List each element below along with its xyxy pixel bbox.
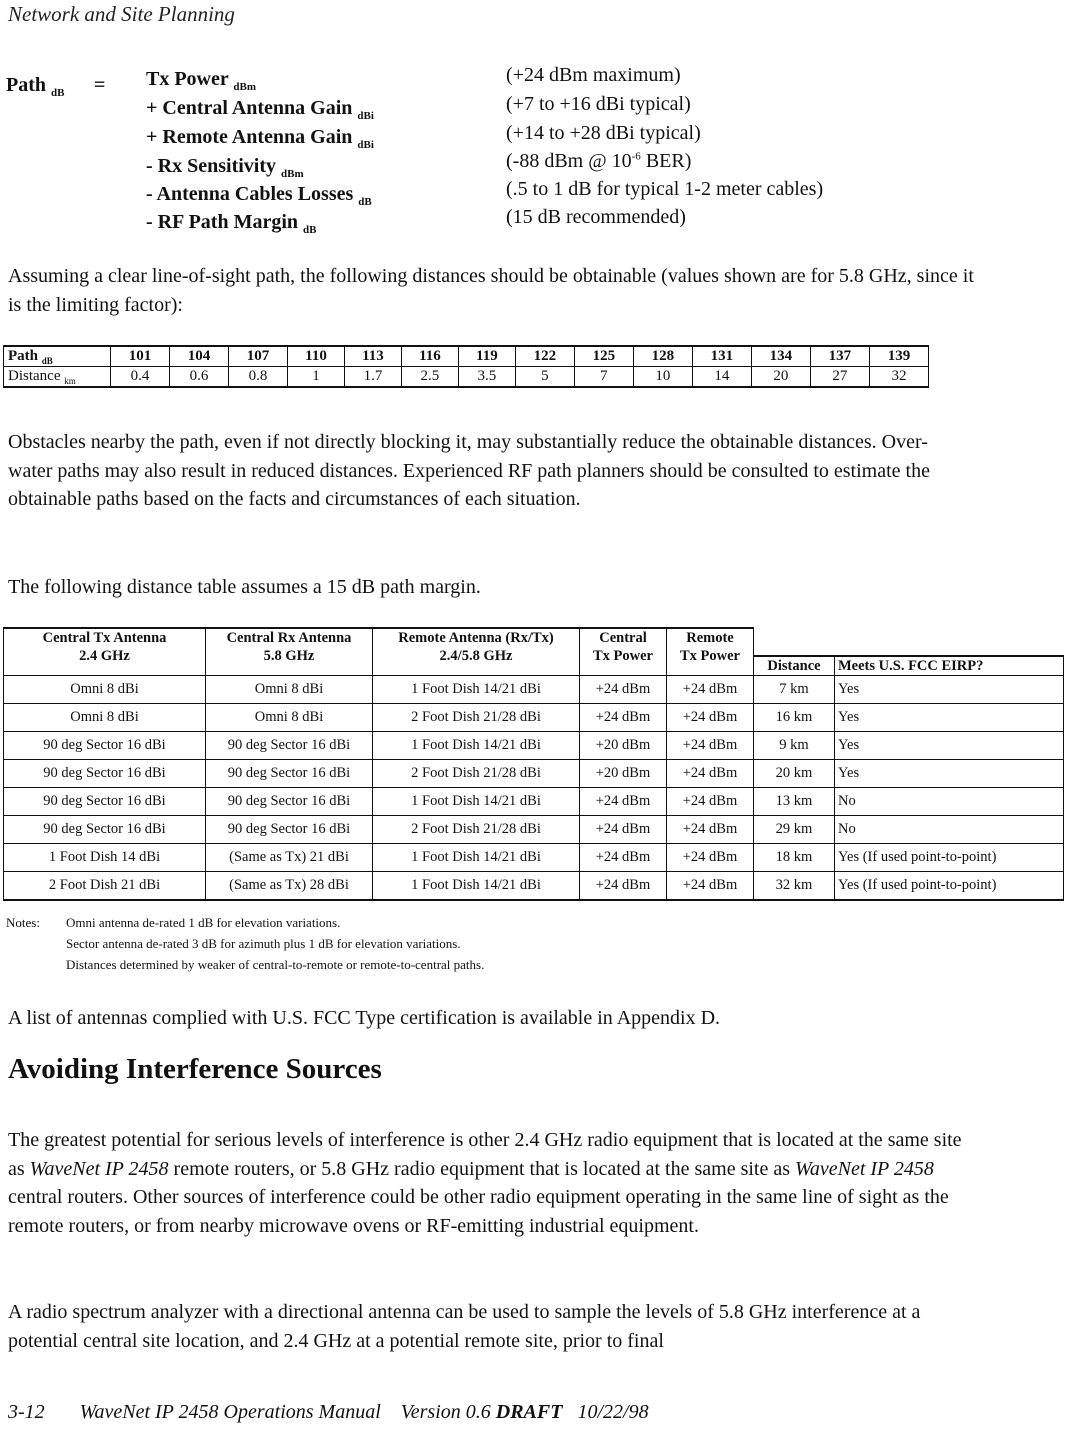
col-distance: Distance <box>754 656 835 676</box>
table-row <box>4 760 1064 788</box>
table-cell: Omni 8 dBi <box>4 676 206 704</box>
equation-term: - Rx Sensitivity $_{dBm}$ <box>146 155 304 180</box>
equation-note: (15 dB recommended) <box>506 206 686 228</box>
table-cell: Yes (If used point-to-point) <box>835 844 1064 872</box>
path-distance-table <box>3 345 929 388</box>
table-cell: No <box>835 816 1064 844</box>
distance-value-cell: 0.4 <box>111 367 170 388</box>
col-remote-tx-power: Remote Tx Power <box>667 628 754 676</box>
distance-row-label: Distance $_{km}$ <box>4 367 111 388</box>
table-cell: Yes <box>835 676 1064 704</box>
table-cell: 90 deg Sector 16 dBi <box>206 760 373 788</box>
table-cell: Omni 8 dBi <box>206 704 373 732</box>
distance-value-cell: 10 <box>633 367 692 388</box>
table-cell: +20 dBm <box>580 760 667 788</box>
table-cell: 13 km <box>754 788 835 816</box>
distance-value-cell: 32 <box>869 367 928 388</box>
path-value-cell: 125 <box>574 346 633 367</box>
antenna-list-paragraph: A list of antennas complied with U.S. FCC Type certification is available in Appendix D. <box>8 1007 721 1029</box>
equation-equals: = <box>94 74 106 96</box>
table-cell: +24 dBm <box>580 816 667 844</box>
col-central-tx-power: Central Tx Power <box>580 628 667 676</box>
table-cell: (Same as Tx) 21 dBi <box>206 844 373 872</box>
table-notes <box>6 912 484 975</box>
distance-value-cell: 1 <box>288 367 345 388</box>
table-cell: +24 dBm <box>667 760 754 788</box>
margin-paragraph: The following distance table assumes a 15 dB path margin. <box>8 576 481 598</box>
distance-table <box>3 627 1064 901</box>
path-value-cell: 119 <box>458 346 515 367</box>
path-value-cell: 139 <box>869 346 928 367</box>
table-cell: 90 deg Sector 16 dBi <box>206 732 373 760</box>
version-label: Version 0.6 <box>400 1401 491 1423</box>
table-cell: +24 dBm <box>667 844 754 872</box>
path-value-cell: 104 <box>170 346 229 367</box>
table-cell: +24 dBm <box>667 676 754 704</box>
path-row-label: Path $_{dB}$ <box>4 346 111 367</box>
table-row <box>4 788 1064 816</box>
table-cell: No <box>835 788 1064 816</box>
col-eirp: Meets U.S. FCC EIRP? <box>835 656 1064 676</box>
equation-note: (.5 to 1 dB for typical 1-2 meter cables) <box>506 178 824 200</box>
distance-value-cell: 1.7 <box>344 367 401 388</box>
table-cell: Yes <box>835 760 1064 788</box>
table-cell: +24 dBm <box>580 872 667 901</box>
equation-term: + Remote Antenna Gain $_{dBi}$ <box>146 126 374 151</box>
table-cell: 2 Foot Dish 21/28 dBi <box>373 816 580 844</box>
page-footer <box>8 1401 649 1424</box>
table-row <box>4 732 1064 760</box>
table-cell: 9 km <box>754 732 835 760</box>
equation-term: - Antenna Cables Losses $_{dB}$ <box>146 183 372 208</box>
table-cell: (Same as Tx) 28 dBi <box>206 872 373 901</box>
distance-value-cell: 20 <box>751 367 810 388</box>
path-value-cell: 122 <box>515 346 574 367</box>
table-cell: 32 km <box>754 872 835 901</box>
table-cell: 1 Foot Dish 14/21 dBi <box>373 844 580 872</box>
table-cell: +24 dBm <box>580 788 667 816</box>
section-heading: Avoiding Interference Sources <box>8 1053 382 1085</box>
path-row <box>4 346 929 367</box>
table-cell: 1 Foot Dish 14/21 dBi <box>373 788 580 816</box>
table-cell: 1 Foot Dish 14 dBi <box>4 844 206 872</box>
table-cell: +24 dBm <box>667 816 754 844</box>
table-cell: Omni 8 dBi <box>4 704 206 732</box>
path-equation <box>0 62 1066 242</box>
table-row <box>4 872 1064 901</box>
table-row <box>4 676 1064 704</box>
table-cell: 2 Foot Dish 21/28 dBi <box>373 760 580 788</box>
distance-value-cell: 27 <box>810 367 869 388</box>
table-cell: 90 deg Sector 16 dBi <box>4 816 206 844</box>
path-value-cell: 110 <box>288 346 345 367</box>
equation-term: + Central Antenna Gain $_{dBi}$ <box>146 97 374 122</box>
draft-label: DRAFT <box>495 1401 563 1423</box>
page-number: 3-12 <box>8 1401 45 1423</box>
table-cell: Omni 8 dBi <box>206 676 373 704</box>
table-cell: 90 deg Sector 16 dBi <box>4 788 206 816</box>
path-value-cell: 131 <box>692 346 751 367</box>
table-cell: +24 dBm <box>667 704 754 732</box>
table-cell: +20 dBm <box>580 732 667 760</box>
page-header: Network and Site Planning <box>8 2 235 26</box>
distance-value-cell: 0.6 <box>170 367 229 388</box>
note-line: Notes: Omni antenna de-rated 1 dB for elevation variations. <box>6 915 341 930</box>
table-cell: 29 km <box>754 816 835 844</box>
table-cell: Yes (If used point-to-point) <box>835 872 1064 901</box>
table-cell: 2 Foot Dish 21/28 dBi <box>373 704 580 732</box>
table-cell: 7 km <box>754 676 835 704</box>
interference-paragraph: The greatest potential for serious levels of interference is other 2.4 GHz radio equipment that is located at the same site as WaveNet IP 2458 remote routers, or 5.8 GHz radio equipment that is located at the same site as WaveNet IP 2458 central routers. Other sources of interference could be other radio equipment operating in the same line of sight as the remote routers, or from nearby microwave ovens or RF-emitting industrial equipment. <box>8 1129 962 1237</box>
distance-value-cell: 3.5 <box>458 367 515 388</box>
table-cell: +24 dBm <box>580 844 667 872</box>
equation-term: - RF Path Margin $_{dB}$ <box>146 211 317 236</box>
path-value-cell: 107 <box>229 346 288 367</box>
table-cell: 18 km <box>754 844 835 872</box>
distance-value-cell: 14 <box>692 367 751 388</box>
path-value-cell: 101 <box>111 346 170 367</box>
path-value-cell: 137 <box>810 346 869 367</box>
table-cell: Yes <box>835 732 1064 760</box>
obstacles-paragraph: Obstacles nearby the path, even if not directly blocking it, may substantially reduce the obtainable distances. Over-water paths may also result in reduced distances. Experienced RF path planners should be consulted to estimate the obtainable paths based on the facts and circumstances of each situation. <box>8 431 930 510</box>
table-cell: 1 Foot Dish 14/21 dBi <box>373 732 580 760</box>
table-row <box>4 816 1064 844</box>
table-cell: 20 km <box>754 760 835 788</box>
note-line: Distances determined by weaker of central-to-remote or remote-to-central paths. <box>66 957 485 972</box>
equation-note: (+14 to +28 dBi typical) <box>506 122 701 144</box>
distance-value-cell: 5 <box>515 367 574 388</box>
table-cell: +24 dBm <box>667 732 754 760</box>
table-cell: +24 dBm <box>580 676 667 704</box>
path-value-cell: 113 <box>344 346 401 367</box>
table-cell: +24 dBm <box>667 788 754 816</box>
table-cell: 90 deg Sector 16 dBi <box>206 788 373 816</box>
table-cell: 2 Foot Dish 21 dBi <box>4 872 206 901</box>
analyzer-paragraph: A radio spectrum analyzer with a directional antenna can be used to sample the levels of 5.8 GHz interference at a potential central site location, and 2.4 GHz at a potential remote site, prior to final <box>8 1301 921 1352</box>
table-row <box>4 704 1064 732</box>
distance-value-cell: 7 <box>574 367 633 388</box>
equation-term: Tx Power $_{dBm}$ <box>146 68 257 93</box>
table-row <box>4 844 1064 872</box>
table-cell: Yes <box>835 704 1064 732</box>
col-remote: Remote Antenna (Rx/Tx) 2.4/5.8 GHz <box>373 628 580 676</box>
table-cell: 90 deg Sector 16 dBi <box>4 760 206 788</box>
equation-note: (-88 dBm @ $10^{-6}$ BER) <box>506 150 692 172</box>
table-cell: 16 km <box>754 704 835 732</box>
path-value-cell: 134 <box>751 346 810 367</box>
table-header-row <box>4 628 1064 656</box>
footer-date: 10/22/98 <box>577 1401 649 1423</box>
equation-lhs: Path $_{dB}$ <box>6 74 65 99</box>
path-value-cell: 128 <box>633 346 692 367</box>
header-spacer <box>754 628 1064 656</box>
table-cell: +24 dBm <box>667 872 754 901</box>
manual-title: WaveNet IP 2458 Operations Manual <box>79 1401 381 1423</box>
distance-row <box>4 367 929 388</box>
distance-value-cell: 2.5 <box>401 367 458 388</box>
table-cell: 90 deg Sector 16 dBi <box>4 732 206 760</box>
equation-note: (+7 to +16 dBi typical) <box>506 93 691 115</box>
table-cell: +24 dBm <box>580 704 667 732</box>
table-cell: 1 Foot Dish 14/21 dBi <box>373 676 580 704</box>
table-cell: 90 deg Sector 16 dBi <box>206 816 373 844</box>
path-value-cell: 116 <box>401 346 458 367</box>
distance-value-cell: 0.8 <box>229 367 288 388</box>
los-paragraph: Assuming a clear line-of-sight path, the following distances should be obtainable (values shown are for 5.8 GHz, since it is the limiting factor): <box>8 265 974 316</box>
col-central-rx: Central Rx Antenna 5.8 GHz <box>206 628 373 676</box>
equation-note: (+24 dBm maximum) <box>506 64 681 86</box>
note-line: Sector antenna de-rated 3 dB for azimuth plus 1 dB for elevation variations. <box>66 936 461 951</box>
col-central-tx: Central Tx Antenna 2.4 GHz <box>4 628 206 676</box>
table-cell: 1 Foot Dish 14/21 dBi <box>373 872 580 901</box>
